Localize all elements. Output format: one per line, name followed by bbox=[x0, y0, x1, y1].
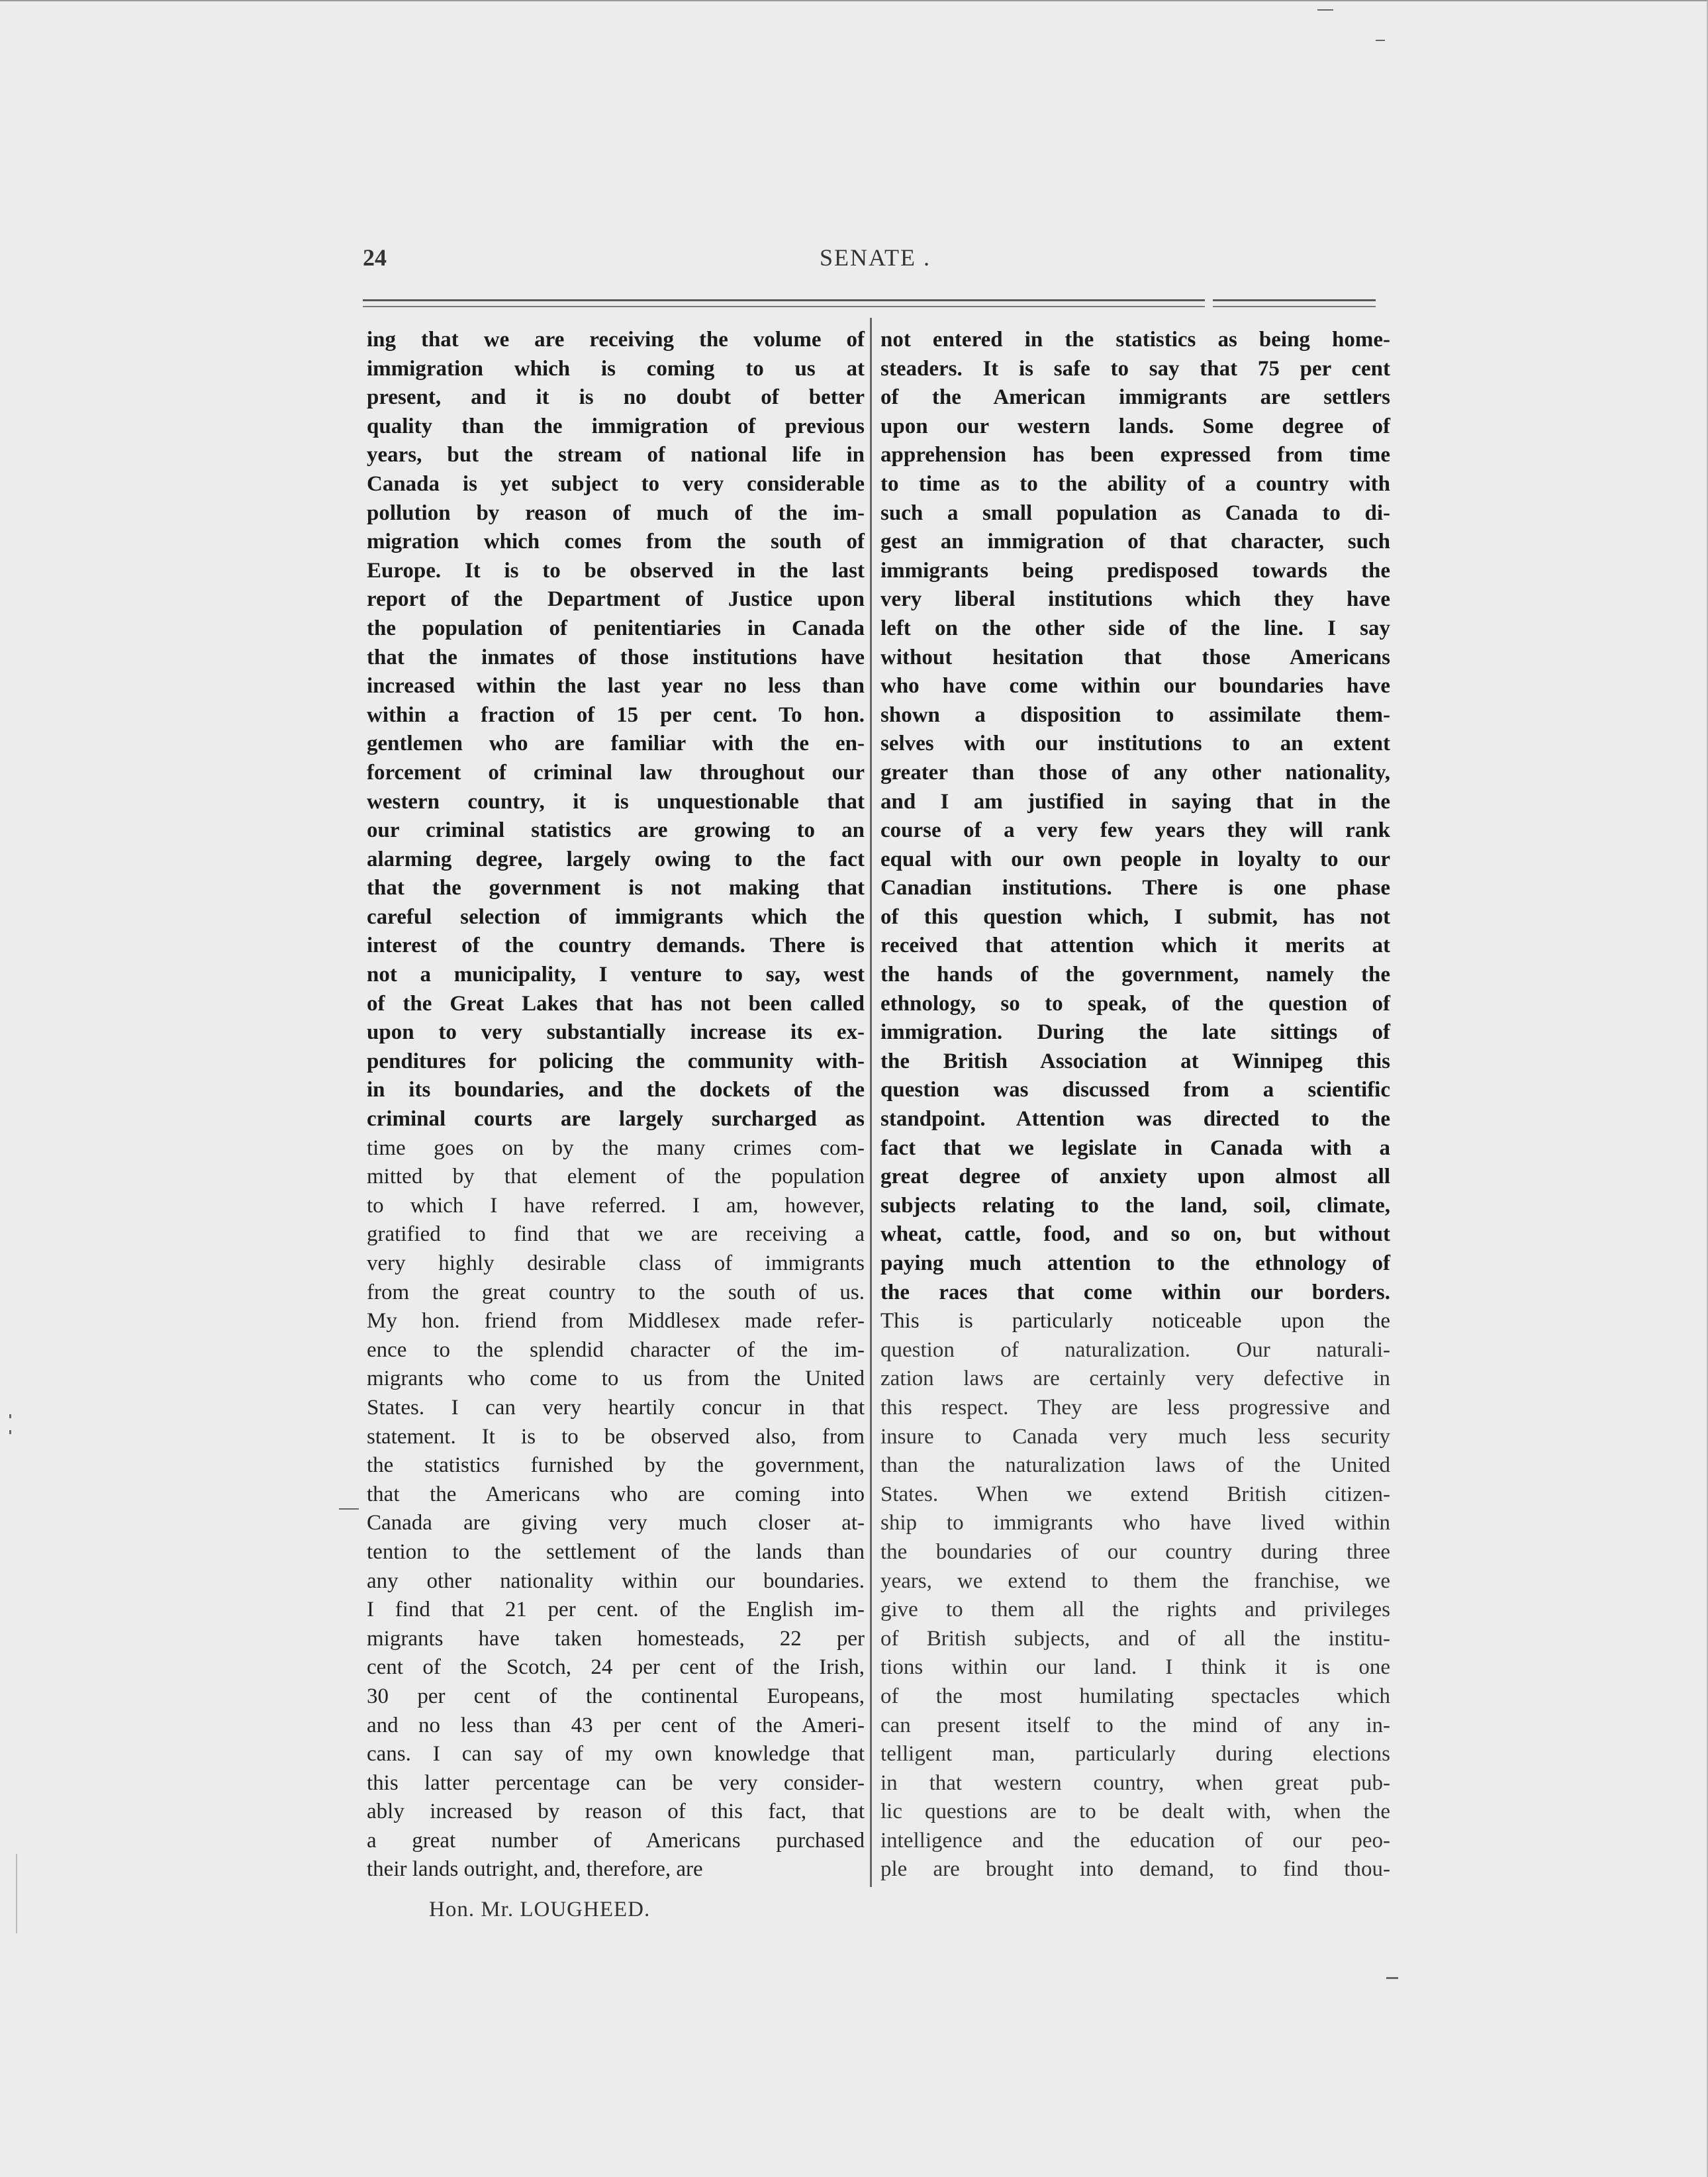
text-line: criminal courts are largely surcharged as bbox=[367, 1107, 865, 1132]
text-line: left on the other side of the line. I say bbox=[880, 616, 1390, 640]
text-line: intelligence and the education of our peo- bbox=[880, 1828, 1390, 1853]
text-line: of the most humilating spectacles which bbox=[880, 1684, 1390, 1708]
text-line: immigrants being predisposed towards the bbox=[880, 558, 1390, 583]
header-rule bbox=[1213, 299, 1376, 301]
text-line: report of the Department of Justice upon bbox=[367, 587, 865, 612]
scan-speck bbox=[9, 1414, 11, 1418]
text-line: the population of penitentiaries in Canada bbox=[367, 616, 865, 640]
text-line: without hesitation that those Americans bbox=[880, 645, 1390, 669]
text-line: our criminal statistics are growing to an bbox=[367, 818, 865, 843]
text-line: very highly desirable class of immigrants bbox=[367, 1251, 865, 1275]
text-line: years, but the stream of national life in bbox=[367, 443, 865, 467]
text-line: gratified to find that we are receiving a bbox=[367, 1222, 865, 1247]
text-line: of this question which, I submit, has not bbox=[880, 904, 1390, 929]
speaker-footer: Hon. Mr. LOUGHEED. bbox=[429, 1898, 651, 1921]
text-line: 30 per cent of the continental Europeans, bbox=[367, 1684, 865, 1708]
text-line: and I am justified in saying that in the bbox=[880, 789, 1390, 814]
text-line: to time as to the ability of a country with bbox=[880, 471, 1390, 496]
text-line: western country, it is unquestionable that bbox=[367, 789, 865, 814]
page-header bbox=[363, 244, 1376, 277]
text-line: ple are brought into demand, to find thou- bbox=[880, 1857, 1390, 1882]
text-line: can present itself to the mind of any in- bbox=[880, 1713, 1390, 1737]
text-line: to which I have referred. I am, however, bbox=[367, 1193, 865, 1218]
text-line: lic questions are to be dealt with, when the bbox=[880, 1800, 1390, 1824]
text-line: of the Great Lakes that has not been called bbox=[367, 991, 865, 1016]
text-line: in that western country, when great pub- bbox=[880, 1770, 1390, 1795]
text-line: years, we extend to them the franchise, we bbox=[880, 1569, 1390, 1593]
scan-speck bbox=[1376, 40, 1385, 41]
text-line: fact that we legislate in Canada with a bbox=[880, 1136, 1390, 1160]
text-line: gest an immigration of that character, such bbox=[880, 530, 1390, 554]
text-line: course of a very few years they will rank bbox=[880, 818, 1390, 843]
text-line: telligent man, particularly during elections bbox=[880, 1742, 1390, 1766]
text-line: States. I can very heartily concur in that bbox=[367, 1395, 865, 1420]
text-line: This is particularly noticeable upon the bbox=[880, 1309, 1390, 1333]
text-line: and no less than 43 per cent of the Ameri- bbox=[367, 1713, 865, 1737]
text-line: apprehension has been expressed from time bbox=[880, 443, 1390, 467]
text-line: increased within the last year no less than bbox=[367, 674, 865, 699]
text-line: ethnology, so to speak, of the question of bbox=[880, 991, 1390, 1016]
text-line: very liberal institutions which they have bbox=[880, 587, 1390, 612]
text-line: subjects relating to the land, soil, climate, bbox=[880, 1193, 1390, 1218]
text-line: statement. It is to be observed also, from bbox=[367, 1424, 865, 1449]
text-line: within a fraction of 15 per cent. To hon. bbox=[367, 702, 865, 727]
right-column bbox=[880, 326, 1390, 1884]
text-line: greater than those of any other nationality, bbox=[880, 760, 1390, 785]
text-line: standpoint. Attention was directed to the bbox=[880, 1107, 1390, 1132]
text-line: question was discussed from a scientific bbox=[880, 1078, 1390, 1102]
text-line: wheat, cattle, food, and so on, but without bbox=[880, 1222, 1390, 1247]
text-line: from the great country to the south of us. bbox=[367, 1280, 865, 1304]
text-line: a great number of Americans purchased bbox=[367, 1828, 865, 1853]
scan-speck bbox=[1386, 1977, 1398, 1979]
text-line: tions within our land. I think it is one bbox=[880, 1655, 1390, 1680]
header-rule bbox=[363, 299, 1205, 301]
text-line: Canadian institutions. There is one phase bbox=[880, 876, 1390, 900]
text-line: penditures for policing the community with- bbox=[367, 1049, 865, 1073]
scan-speck bbox=[9, 1430, 11, 1434]
left-column bbox=[367, 326, 865, 1884]
scan-speck bbox=[339, 1508, 359, 1510]
text-line: not entered in the statistics as being home- bbox=[880, 328, 1390, 352]
text-line: forcement of criminal law throughout our bbox=[367, 760, 865, 785]
text-line: immigration. During the late sittings of bbox=[880, 1020, 1390, 1045]
text-line: of the American immigrants are settlers bbox=[880, 385, 1390, 410]
text-line: cans. I can say of my own knowledge that bbox=[367, 1742, 865, 1766]
text-line: insure to Canada very much less security bbox=[880, 1424, 1390, 1449]
text-line: gentlemen who are familiar with the en- bbox=[367, 732, 865, 756]
text-line: than the naturalization laws of the United bbox=[880, 1453, 1390, 1478]
text-line: such a small population as Canada to di- bbox=[880, 501, 1390, 525]
text-line: the boundaries of our country during three bbox=[880, 1539, 1390, 1564]
text-line: Canada is yet subject to very considerable bbox=[367, 471, 865, 496]
text-line: quality than the immigration of previous bbox=[367, 414, 865, 438]
page-number: 24 bbox=[363, 244, 387, 271]
text-line: zation laws are certainly very defective in bbox=[880, 1367, 1390, 1391]
scan-speck bbox=[16, 1854, 17, 1933]
text-line: mitted by that element of the population bbox=[367, 1165, 865, 1189]
text-line: My hon. friend from Middlesex made refer- bbox=[367, 1309, 865, 1333]
text-line: that the Americans who are coming into bbox=[367, 1482, 865, 1506]
running-head: SENATE . bbox=[820, 244, 931, 271]
text-line: the British Association at Winnipeg this bbox=[880, 1049, 1390, 1073]
text-line: pollution by reason of much of the im- bbox=[367, 501, 865, 525]
text-line: Europe. It is to be observed in the last bbox=[367, 558, 865, 583]
text-line: selves with our institutions to an extent bbox=[880, 732, 1390, 756]
text-line: great degree of anxiety upon almost all bbox=[880, 1165, 1390, 1189]
text-line: this latter percentage can be very consider- bbox=[367, 1770, 865, 1795]
text-line: give to them all the rights and privileges bbox=[880, 1598, 1390, 1622]
text-line: not a municipality, I venture to say, west bbox=[367, 963, 865, 987]
text-line: who have come within our boundaries have bbox=[880, 674, 1390, 699]
text-line: shown a disposition to assimilate them- bbox=[880, 702, 1390, 727]
text-line: received that attention which it merits at bbox=[880, 934, 1390, 958]
text-line: paying much attention to the ethnology of bbox=[880, 1251, 1390, 1275]
text-line: upon to very substantially increase its ex- bbox=[367, 1020, 865, 1045]
scan-speck bbox=[1317, 9, 1333, 11]
text-line: of British subjects, and of all the institu- bbox=[880, 1626, 1390, 1651]
text-line: States. When we extend British citizen- bbox=[880, 1482, 1390, 1506]
text-line: ence to the splendid character of the im- bbox=[367, 1337, 865, 1362]
text-line: immigration which is coming to us at bbox=[367, 356, 865, 381]
text-line: the races that come within our borders. bbox=[880, 1280, 1390, 1304]
text-line: time goes on by the many crimes com- bbox=[367, 1136, 865, 1160]
text-line: this respect. They are less progressive and bbox=[880, 1395, 1390, 1420]
text-line: that the government is not making that bbox=[367, 876, 865, 900]
text-line: equal with our own people in loyalty to our bbox=[880, 847, 1390, 871]
text-line: interest of the country demands. There is bbox=[367, 934, 865, 958]
text-line: that the inmates of those institutions have bbox=[367, 645, 865, 669]
text-line: migration which comes from the south of bbox=[367, 530, 865, 554]
text-line: present, and it is no doubt of better bbox=[367, 385, 865, 410]
text-line: cent of the Scotch, 24 per cent of the Irish, bbox=[367, 1655, 865, 1680]
text-line: I find that 21 per cent. of the English im- bbox=[367, 1598, 865, 1622]
text-line: upon our western lands. Some degree of bbox=[880, 414, 1390, 438]
text-line: alarming degree, largely owing to the fact bbox=[367, 847, 865, 871]
text-line: the statistics furnished by the government, bbox=[367, 1453, 865, 1478]
text-line: migrants have taken homesteads, 22 per bbox=[367, 1626, 865, 1651]
text-line: ship to immigrants who have lived within bbox=[880, 1511, 1390, 1535]
text-line: the hands of the government, namely the bbox=[880, 963, 1390, 987]
text-line: ing that we are receiving the volume of bbox=[367, 328, 865, 352]
text-line: Canada are giving very much closer at- bbox=[367, 1511, 865, 1535]
text-line: careful selection of immigrants which the bbox=[367, 904, 865, 929]
header-rule bbox=[1213, 306, 1376, 307]
text-line: tention to the settlement of the lands than bbox=[367, 1539, 865, 1564]
text-line: their lands outright, and, therefore, are bbox=[367, 1857, 703, 1882]
text-line: ably increased by reason of this fact, that bbox=[367, 1800, 865, 1824]
text-line: any other nationality within our boundaries. bbox=[367, 1569, 865, 1593]
text-line: steaders. It is safe to say that 75 per cent bbox=[880, 356, 1390, 381]
column-divider bbox=[870, 318, 872, 1887]
text-line: migrants who come to us from the United bbox=[367, 1367, 865, 1391]
header-rule bbox=[363, 306, 1205, 307]
text-line: question of naturalization. Our naturali- bbox=[880, 1337, 1390, 1362]
text-line: in its boundaries, and the dockets of the bbox=[367, 1078, 865, 1102]
